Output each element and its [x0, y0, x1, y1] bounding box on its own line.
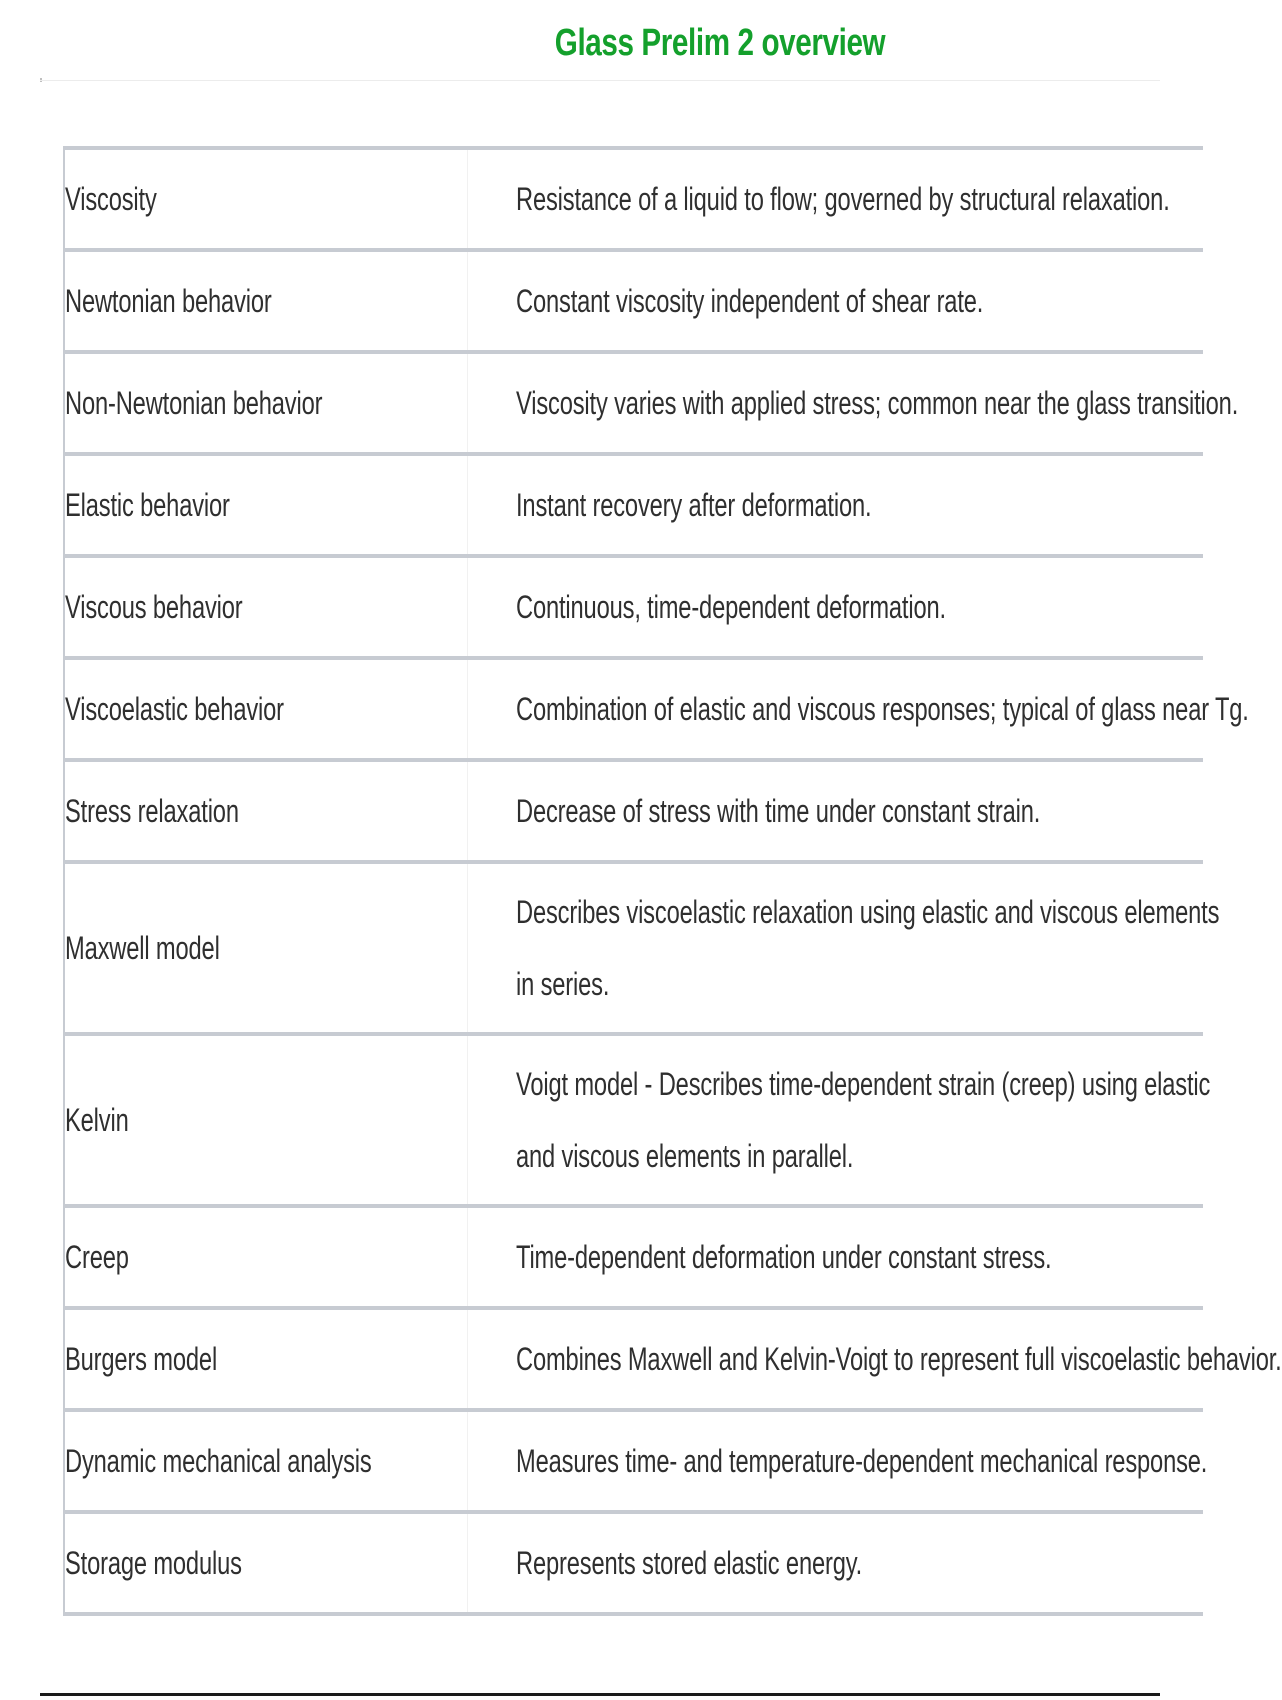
table-row — [64, 1034, 1203, 1206]
definition-text: Describes viscoelastic relaxation using elastic and viscous elements in series. — [516, 894, 1220, 1002]
page-title: Glass Prelim 2 overview — [554, 22, 886, 64]
term-text: Creep — [65, 1239, 129, 1275]
definition-text: Represents stored elastic energy. — [516, 1545, 863, 1581]
term-text: Viscous behavior — [65, 589, 243, 625]
term-text: Kelvin — [65, 1102, 129, 1138]
term-cell — [64, 250, 468, 352]
table-row — [64, 148, 1203, 250]
term-cell — [64, 1512, 468, 1614]
definition-cell — [468, 1308, 1282, 1410]
definition-text: Measures time- and temperature-dependent mechanical response. — [516, 1443, 1208, 1479]
term-text: Non-Newtonian behavior — [65, 385, 323, 421]
term-cell — [64, 658, 468, 760]
definition-cell — [468, 454, 1204, 556]
definition-cell — [468, 1034, 1211, 1206]
term-cell — [64, 1410, 468, 1512]
definition-cell — [468, 658, 1249, 760]
definition-text: Combination of elastic and viscous responses; typical of glass near Tg. — [516, 691, 1249, 727]
table-row — [64, 1206, 1203, 1308]
definition-cell — [468, 1512, 1204, 1614]
definition-cell — [468, 862, 1220, 1034]
definition-text: Combines Maxwell and Kelvin-Voigt to represent full viscoelastic behavior. — [516, 1341, 1282, 1377]
definition-cell — [468, 250, 1204, 352]
term-text: Storage modulus — [65, 1545, 242, 1581]
bottom-divider — [40, 1693, 1160, 1696]
definition-text: Viscosity varies with applied stress; common near the glass transition. — [516, 385, 1239, 421]
definition-text: Resistance of a liquid to flow; governed by structural relaxation. — [516, 181, 1170, 217]
term-cell — [64, 760, 468, 862]
term-text: Maxwell model — [65, 930, 220, 966]
table-row — [64, 352, 1203, 454]
term-cell — [64, 352, 468, 454]
term-text: Newtonian behavior — [65, 283, 272, 319]
definition-cell — [468, 148, 1204, 250]
definition-cell — [468, 556, 1204, 658]
table-row — [64, 760, 1203, 862]
term-text: Viscosity — [65, 181, 157, 217]
term-cell — [64, 862, 468, 1034]
table-row — [64, 454, 1203, 556]
table-row — [64, 250, 1203, 352]
definition-cell — [468, 1410, 1208, 1512]
definition-cell — [468, 352, 1239, 454]
definition-cell — [468, 1206, 1204, 1308]
term-text: Dynamic mechanical analysis — [65, 1443, 372, 1479]
definition-text: Constant viscosity independent of shear rate. — [516, 283, 984, 319]
term-text: Viscoelastic behavior — [65, 691, 284, 727]
definition-cell — [468, 760, 1204, 862]
term-cell — [64, 1308, 468, 1410]
table-row — [64, 1308, 1203, 1410]
term-cell — [64, 1206, 468, 1308]
definition-text: Instant recovery after deformation. — [516, 487, 872, 523]
term-cell — [64, 556, 468, 658]
term-cell — [64, 1034, 468, 1206]
definition-text: Time-dependent deformation under constant stress. — [516, 1239, 1052, 1275]
term-cell — [64, 454, 468, 556]
term-text: Stress relaxation — [65, 793, 239, 829]
table-row — [64, 556, 1203, 658]
glossary-table — [63, 146, 1282, 1616]
definition-text: Continuous, time-dependent deformation. — [516, 589, 946, 625]
table-row — [64, 1410, 1203, 1512]
term-cell — [64, 148, 468, 250]
term-text: Burgers model — [65, 1341, 218, 1377]
table-row — [64, 658, 1203, 760]
table-row — [64, 1512, 1203, 1614]
definition-text: Voigt model - Describes time-dependent strain (creep) using elastic and viscous elements in parallel. — [516, 1066, 1211, 1174]
table-row — [64, 862, 1203, 1034]
title-divider — [40, 80, 1160, 81]
term-text: Elastic behavior — [65, 487, 230, 523]
definition-text: Decrease of stress with time under constant strain. — [516, 793, 1041, 829]
